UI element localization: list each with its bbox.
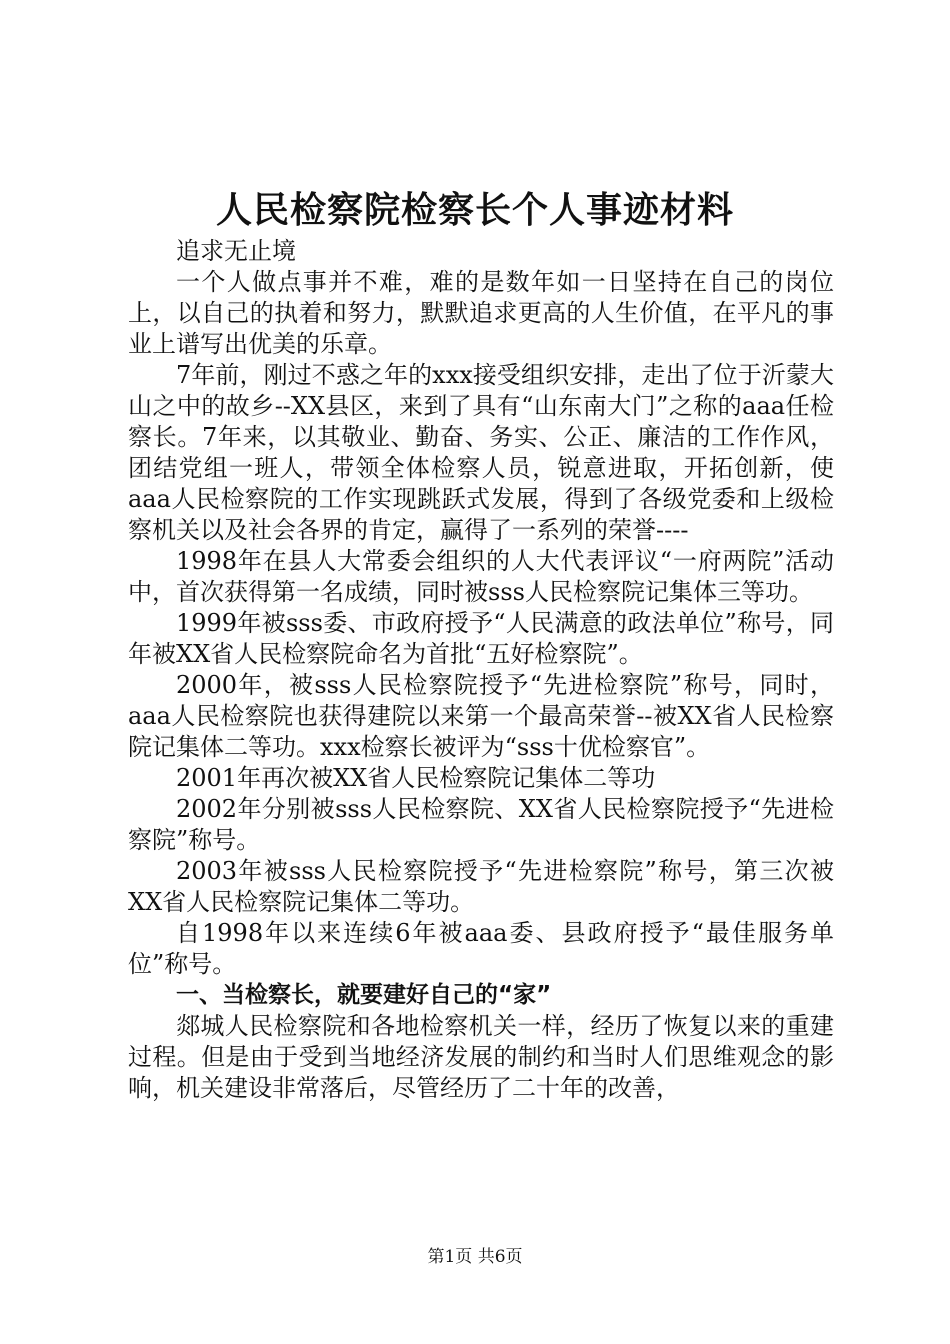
body-paragraph: 7年前，刚过不惑之年的xxx接受组织安排，走出了位于沂蒙大山之中的故乡--XX县区，来到了具有“山东南大门”之称的aaa任检察长。7年来，以其敬业、勤奋、务实、公正、廉洁的工作作风，团结党组一班人，带领全体检察人员，锐意进取，开拓创新，使aaa人民检察院的工作实现跳跃式发展，得到了各级党委和上级检察机关以及社会各界的肯定，赢得了一系列的荣誉---- xyxy=(128,361,834,544)
honor-paragraph-1998: 1998年在县人大常委会组织的人大代表评议“一府两院”活动中，首次获得第一名成绩，同时被sss人民检察院记集体三等功。 xyxy=(128,547,834,606)
honor-paragraph-1999: 1999年被sss委、市政府授予“人民满意的政法单位”称号，同年被XX省人民检察院命名为首批“五好检察院”。 xyxy=(128,609,834,668)
subtitle-paragraph: 追求无止境 xyxy=(176,237,296,265)
honor-paragraph-since-1998: 自1998年以来连续6年被aaa委、县政府授予“最佳服务单位”称号。 xyxy=(128,919,834,978)
document-title: 人民检察院检察长个人事迹材料 xyxy=(215,189,734,231)
honor-paragraph-2003: 2003年被sss人民检察院授予“先进检察院”称号，第三次被XX省人民检察院记集体二等功。 xyxy=(128,857,834,916)
honor-paragraph-2001: 2001年再次被XX省人民检察院记集体二等功 xyxy=(176,764,656,792)
honor-paragraph-2000: 2000年，被sss人民检察院授予“先进检察院”称号，同时，aaa人民检察院也获得建院以来第一个最高荣誉--被XX省人民检察院记集体二等功。xxx检察长被评为“sss十优检察官”。 xyxy=(128,671,834,761)
body-paragraph: 一个人做点事并不难，难的是数年如一日坚持在自己的岗位上，以自己的执着和努力，默默追求更高的人生价值，在平凡的事业上谱写出优美的乐章。 xyxy=(128,268,834,358)
page-footer: 第1页 共6页 xyxy=(427,1247,523,1267)
honor-paragraph-2002: 2002年分别被sss人民检察院、XX省人民检察院授予“先进检察院”称号。 xyxy=(128,795,834,854)
document-body xyxy=(128,236,834,1104)
section-heading: 一、当检察长，就要建好自己的“家” xyxy=(176,982,552,1008)
section-paragraph: 郯城人民检察院和各地检察机关一样，经历了恢复以来的重建过程。但是由于受到当地经济发展的制约和当时人们思维观念的影响，机关建设非常落后，尽管经历了二十年的改善， xyxy=(128,1012,834,1102)
